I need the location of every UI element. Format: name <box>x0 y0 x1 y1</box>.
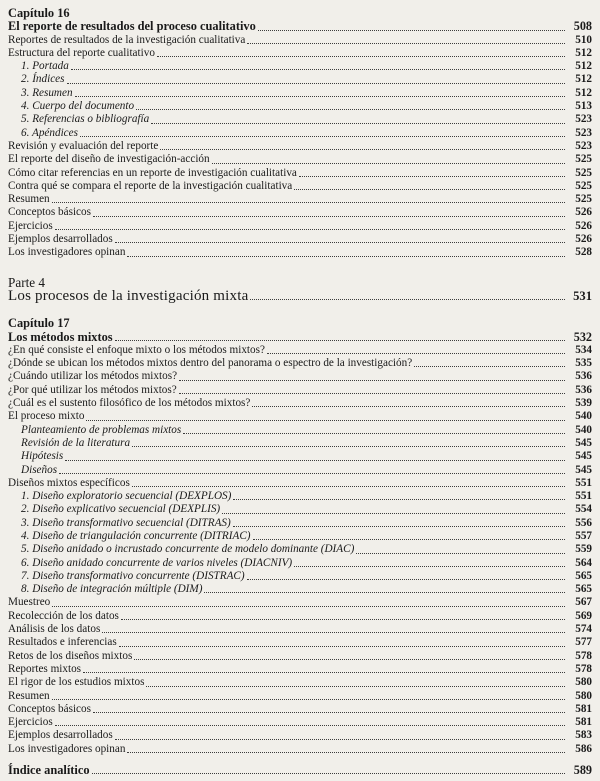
dot-leader <box>102 632 565 633</box>
dot-leader <box>127 256 565 257</box>
toc-entry <box>8 543 592 556</box>
dot-leader <box>134 659 565 660</box>
entry-title: 5. Referencias o bibliografía <box>21 113 150 126</box>
toc-entry <box>8 370 592 383</box>
dot-leader <box>92 773 565 774</box>
dot-leader <box>93 216 565 217</box>
entry-title: Reportes de resultados de la investigación cualitativa <box>8 33 246 46</box>
dot-leader <box>247 43 565 44</box>
entry-title: ¿En qué consiste el enfoque mixto o los métodos mixtos? <box>8 343 265 356</box>
page-number: 512 <box>575 46 592 59</box>
entry-title: Resultados e inferencias <box>8 636 117 649</box>
entry-title: Ejercicios <box>8 716 53 729</box>
dot-leader <box>55 725 565 726</box>
page-number: 578 <box>575 649 592 662</box>
page-number: 528 <box>575 246 592 259</box>
toc-entry <box>8 663 592 676</box>
entry-title: 3. Diseño transformativo secuencial (DITRAS) <box>21 516 231 529</box>
entry-title: Hipótesis <box>21 450 64 463</box>
page-number: 526 <box>575 206 592 219</box>
dot-leader <box>52 606 565 607</box>
toc-entry <box>8 331 592 344</box>
dot-leader <box>119 646 565 647</box>
entry-title: Índice analítico <box>8 763 90 778</box>
entry-title: Los investigadores opinan <box>8 742 126 755</box>
entry-title: Los investigadores opinan <box>8 246 126 259</box>
page-number: 523 <box>575 113 592 126</box>
toc-entry <box>8 60 592 73</box>
toc-entry <box>8 764 592 777</box>
entry-title: Retos de los diseños mixtos <box>8 649 133 662</box>
dot-leader <box>55 229 565 230</box>
dot-leader <box>160 149 565 150</box>
toc-entry <box>8 73 592 86</box>
page-number: 534 <box>575 343 592 356</box>
entry-title: Ejemplos desarrollados <box>8 729 113 742</box>
entry-title: Parte 4 <box>8 274 45 290</box>
page-number: 512 <box>575 60 592 73</box>
entry-title: Diseños mixtos específicos <box>8 476 130 489</box>
toc-entry <box>8 570 592 583</box>
dot-leader <box>65 460 565 461</box>
page-number: 551 <box>575 490 592 503</box>
entry-title: ¿Por qué utilizar los métodos mixtos? <box>8 383 177 396</box>
dot-leader <box>121 619 565 620</box>
dot-leader <box>93 712 565 713</box>
page-number: 581 <box>575 716 592 729</box>
page-number: 508 <box>573 19 592 34</box>
dot-leader <box>267 353 565 354</box>
page-number: 581 <box>575 702 592 715</box>
toc-entry <box>8 530 592 543</box>
dot-leader <box>136 109 565 110</box>
toc-entry <box>8 490 592 503</box>
toc-entry <box>8 206 592 219</box>
toc-entry <box>8 34 592 47</box>
dot-leader <box>204 592 565 593</box>
toc-entry <box>8 517 592 530</box>
toc-entry <box>8 557 592 570</box>
page-number: 513 <box>575 100 592 113</box>
dot-leader <box>67 83 566 84</box>
toc-entry <box>8 127 592 140</box>
page-number: 540 <box>575 423 592 436</box>
dot-leader <box>86 420 565 421</box>
toc-entry <box>8 100 592 113</box>
page-number: 526 <box>575 219 592 232</box>
dot-leader <box>299 176 565 177</box>
toc-entry <box>8 437 592 450</box>
page-number: 525 <box>575 193 592 206</box>
page-number: 532 <box>573 329 592 344</box>
toc-entry <box>8 464 592 477</box>
dot-leader <box>83 672 565 673</box>
page-number: 512 <box>575 86 592 99</box>
toc-entry <box>8 743 592 756</box>
page-number: 523 <box>575 126 592 139</box>
entry-title: Conceptos básicos <box>8 702 91 715</box>
entry-title: Resumen <box>8 689 50 702</box>
page-number: 525 <box>575 179 592 192</box>
page-number: 569 <box>575 609 592 622</box>
toc-entry <box>8 180 592 193</box>
page-number: 536 <box>575 383 592 396</box>
toc-entry <box>8 503 592 516</box>
page-number: 531 <box>573 288 592 303</box>
toc-entry <box>8 344 592 357</box>
toc-entry <box>8 153 592 166</box>
toc-entry <box>8 690 592 703</box>
toc-entry <box>8 140 592 153</box>
dot-leader <box>80 136 565 137</box>
page-number: 583 <box>575 729 592 742</box>
entry-title: El reporte de resultados del proceso cualitativo <box>8 19 256 34</box>
entry-title: 8. Diseño de integración múltiple (DIM) <box>21 583 203 596</box>
page-number: 574 <box>575 623 592 636</box>
toc-entry <box>8 397 592 410</box>
dot-leader <box>294 566 565 567</box>
entry-title: 4. Diseño de triangulación concurrente (DITRIAC) <box>21 529 251 542</box>
dot-leader <box>250 299 565 300</box>
dot-leader <box>151 123 565 124</box>
dot-leader <box>127 752 565 753</box>
entry-title: 2. Índices <box>21 73 65 86</box>
entry-title: Resumen <box>8 193 50 206</box>
dot-leader <box>183 433 565 434</box>
page-number: 526 <box>575 233 592 246</box>
dot-leader <box>414 366 565 367</box>
page-number: 586 <box>575 742 592 755</box>
page-number: 567 <box>575 596 592 609</box>
page-number: 523 <box>575 139 592 152</box>
toc-entry <box>8 357 592 370</box>
entry-title: Ejercicios <box>8 219 53 232</box>
page-number: 565 <box>575 583 592 596</box>
page-number: 559 <box>575 543 592 556</box>
page-number: 551 <box>575 476 592 489</box>
table-of-contents <box>8 7 592 777</box>
entry-title: El proceso mixto <box>8 410 85 423</box>
entry-title: El reporte del diseño de investigación-acción <box>8 153 210 166</box>
entry-title: Contra qué se compara el reporte de la investigación cualitativa <box>8 179 293 192</box>
toc-entry <box>8 477 592 490</box>
dot-leader <box>222 513 565 514</box>
dot-leader <box>294 189 565 190</box>
dot-leader <box>179 380 565 381</box>
page-number: 535 <box>575 357 592 370</box>
entry-title: 6. Diseño anidado concurrente de varios niveles (DIACNIV) <box>21 556 293 569</box>
dot-leader <box>157 56 565 57</box>
page-number: 565 <box>575 569 592 582</box>
entry-title: Reportes mixtos <box>8 662 82 675</box>
page-number: 556 <box>575 516 592 529</box>
toc-entry <box>8 610 592 623</box>
toc-entry <box>8 596 592 609</box>
dot-leader <box>233 499 565 500</box>
page-number: 554 <box>575 503 592 516</box>
toc-entry <box>8 384 592 397</box>
page-number: 545 <box>575 450 592 463</box>
dot-leader <box>212 163 565 164</box>
page-number: 540 <box>575 410 592 423</box>
dot-leader <box>59 473 565 474</box>
dot-leader <box>52 202 565 203</box>
toc-entry <box>8 676 592 689</box>
toc-entry <box>8 246 592 259</box>
entry-title: 5. Diseño anidado o incrustado concurrente de modelo dominante (DIAC) <box>21 543 355 556</box>
entry-title: 1. Portada <box>21 60 69 73</box>
dot-leader <box>179 393 565 394</box>
entry-title: Conceptos básicos <box>8 206 91 219</box>
entry-title: Planteamiento de problemas mixtos <box>21 423 182 436</box>
chapter-heading <box>8 317 592 330</box>
page-number: 545 <box>575 436 592 449</box>
dot-leader <box>132 446 565 447</box>
entry-title: 3. Resumen <box>21 86 73 99</box>
page-number: 580 <box>575 676 592 689</box>
entry-title: ¿Dónde se ubican los métodos mixtos dentro del panorama o espectro de la investigación? <box>8 357 413 370</box>
page-number: 536 <box>575 370 592 383</box>
page-number: 545 <box>575 463 592 476</box>
toc-entry <box>8 113 592 126</box>
dot-leader <box>75 96 565 97</box>
entry-title: Revisión y evaluación del reporte <box>8 139 159 152</box>
dot-leader <box>146 686 565 687</box>
toc-entry <box>8 636 592 649</box>
toc-entry <box>8 650 592 663</box>
entry-title: 4. Cuerpo del documento <box>21 100 135 113</box>
entry-title: 1. Diseño exploratorio secuencial (DEXPLOS) <box>21 490 232 503</box>
page-number: 539 <box>575 397 592 410</box>
page-number: 510 <box>575 33 592 46</box>
dot-leader <box>132 486 565 487</box>
entry-title: Diseños <box>21 463 58 476</box>
dot-leader <box>253 539 565 540</box>
page-number: 564 <box>575 556 592 569</box>
page-number: 589 <box>573 763 592 778</box>
dot-leader <box>115 340 565 341</box>
dot-leader <box>115 739 565 740</box>
toc-entry <box>8 220 592 233</box>
toc-entry <box>8 716 592 729</box>
page-number: 580 <box>575 689 592 702</box>
page-number: 577 <box>575 636 592 649</box>
entry-title: Recolección de los datos <box>8 609 119 622</box>
entry-title: Los procesos de la investigación mixta <box>8 287 249 304</box>
toc-entry <box>8 233 592 246</box>
toc-entry <box>8 193 592 206</box>
entry-title: Cómo citar referencias en un reporte de investigación cualitativa <box>8 166 297 179</box>
part-heading <box>8 276 592 289</box>
page-number: 512 <box>575 73 592 86</box>
toc-entry <box>8 87 592 100</box>
entry-title: Muestreo <box>8 596 51 609</box>
entry-title: ¿Cuándo utilizar los métodos mixtos? <box>8 370 178 383</box>
dot-leader <box>233 526 565 527</box>
toc-entry <box>8 410 592 423</box>
entry-title: Capítulo 17 <box>8 316 70 331</box>
entry-title: 7. Diseño transformativo concurrente (DISTRAC) <box>21 569 245 582</box>
dot-leader <box>356 553 565 554</box>
toc-entry <box>8 583 592 596</box>
toc-entry <box>8 623 592 636</box>
entry-title: Estructura del reporte cualitativo <box>8 46 155 59</box>
entry-title: ¿Cuál es el sustento filosófico de los métodos mixtos? <box>8 397 251 410</box>
dot-leader <box>247 579 565 580</box>
toc-entry <box>8 450 592 463</box>
dot-leader <box>71 69 565 70</box>
entry-title: Capítulo 16 <box>8 6 70 20</box>
toc-entry <box>8 703 592 716</box>
toc-entry <box>8 287 592 304</box>
dot-leader <box>52 699 565 700</box>
page-number: 525 <box>575 166 592 179</box>
page-number: 578 <box>575 662 592 675</box>
entry-title: Ejemplos desarrollados <box>8 233 113 246</box>
entry-title: El rigor de los estudios mixtos <box>8 676 145 689</box>
dot-leader <box>115 242 565 243</box>
page-number: 525 <box>575 153 592 166</box>
dot-leader <box>258 30 565 31</box>
toc-entry <box>8 424 592 437</box>
toc-entry <box>8 167 592 180</box>
entry-title: Revisión de la literatura <box>21 436 131 449</box>
toc-entry <box>8 729 592 742</box>
entry-title: Análisis de los datos <box>8 623 101 636</box>
entry-title: Los métodos mixtos <box>8 329 113 344</box>
toc-entry <box>8 47 592 60</box>
chapter-heading <box>8 7 592 20</box>
page-number: 557 <box>575 529 592 542</box>
entry-title: 2. Diseño explicativo secuencial (DEXPLIS) <box>21 503 221 516</box>
dot-leader <box>252 406 565 407</box>
entry-title: 6. Apéndices <box>21 126 78 139</box>
toc-entry <box>8 20 592 33</box>
